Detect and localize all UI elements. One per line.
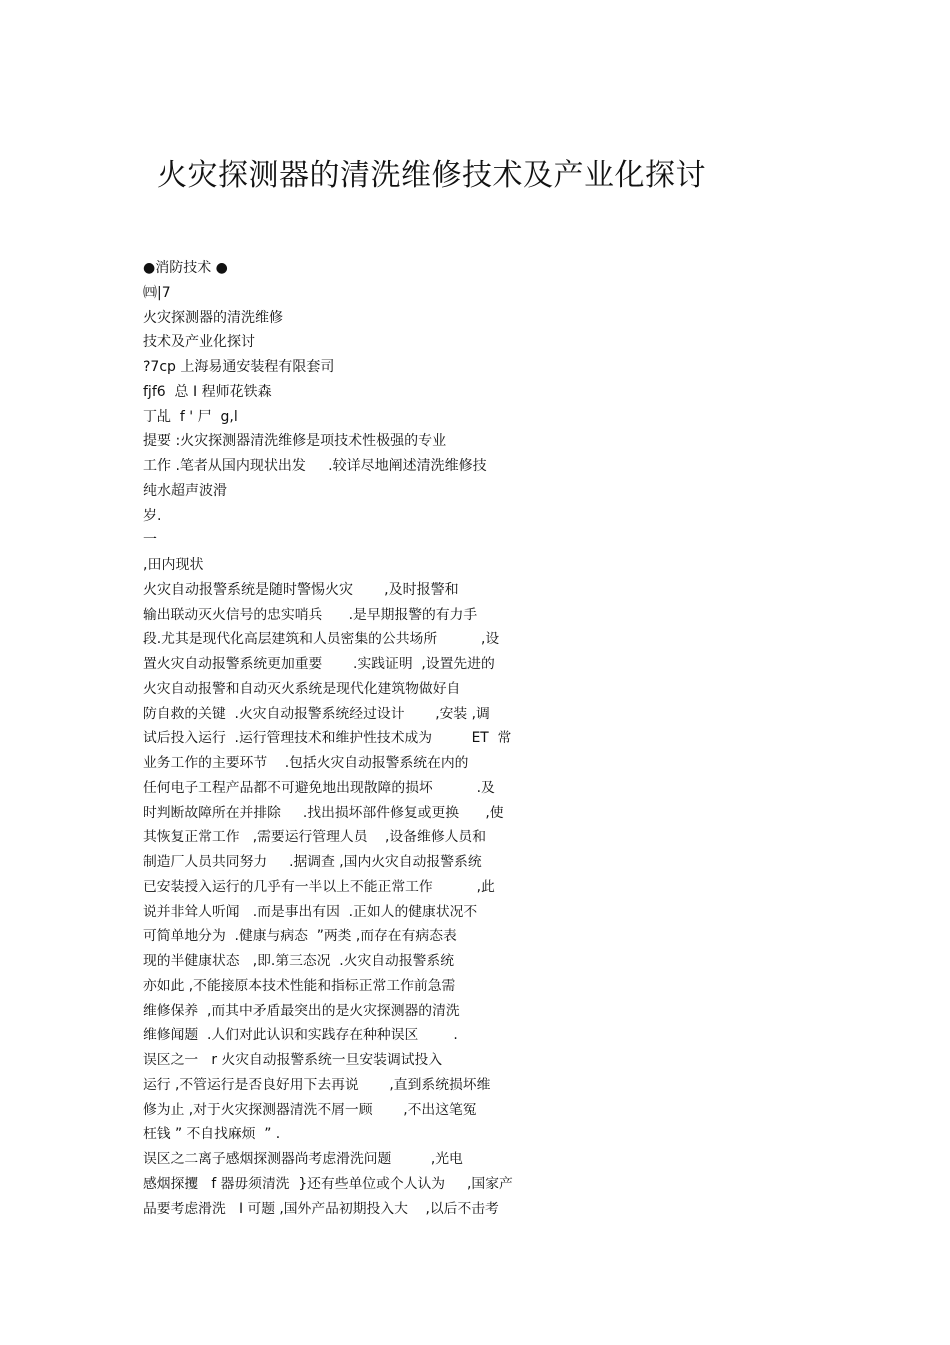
- text-line: 运行 ,不管运行是否良好用下去再说 ,直到系统损坏维: [143, 1076, 491, 1093]
- text-line: 火灾自动报警和自动灭火系统是现代化建筑物做好自: [143, 680, 461, 697]
- text-line: 技术及产业化探讨: [143, 334, 255, 351]
- text-line: 一: [143, 532, 157, 549]
- text-line: ●消防技术 ●: [143, 260, 228, 276]
- document-title: 火灾探测器的清洗维修技术及产业化探讨: [157, 158, 706, 193]
- text-line: 可简单地分为 .健康与病态 ”两类 ,而存在有病态表: [143, 928, 457, 945]
- text-line: 输出联动灭火信号的忠实哨兵 .是早期报警的有力手: [143, 606, 478, 623]
- text-line: 维修闻题 .人们对此认识和实践存在种种误区 .: [143, 1027, 458, 1044]
- article-body: [143, 256, 563, 1221]
- text-line: 误区之一 r 火灾自动报警系统一旦安装调试投入: [143, 1052, 443, 1068]
- text-line: ,田内现状: [143, 557, 204, 573]
- text-line: 品要考虑滑洗 I 可题 ,国外产品初期投入大 ,以后不击考: [143, 1200, 499, 1217]
- text-line: 防自救的关键 .火灾自动报警系统经过设计 ,安装 ,调: [143, 705, 490, 722]
- text-line: 置火灾自动报警系统更加重要 .实践证明 ,设置先进的: [143, 656, 495, 672]
- text-line: fjf6 总 I 程师花铁森: [143, 383, 272, 400]
- text-line: 亦如此 ,不能接原本技术性能和指标正常工作前急需: [143, 977, 456, 994]
- text-line: 现的半健康状态 ,即.第三态况 .火灾自动报警系统: [143, 953, 455, 969]
- text-line: ?7cp 上海易通安装程有限套司: [143, 359, 335, 375]
- text-line: 制造厂人员共同努力 .据调查 ,国内火灾自动报警系统: [143, 854, 482, 870]
- text-line: 修为止 ,对于火灾探测器清洗不屑一顾 ,不出这笔冤: [143, 1101, 477, 1118]
- text-line: 业务工作的主要环节 .包括火灾自动报警系统在内的: [143, 755, 469, 771]
- text-line: 试后投入运行 .运行管理技术和维护性技术成为 ET 常: [143, 730, 512, 747]
- text-line: 已安装授入运行的几乎有一半以上不能正常工作 ,此: [143, 878, 495, 895]
- text-line: 感烟探攫 f 器毋须清洗 }还有些单位或个人认为 ,国家产: [143, 1175, 513, 1192]
- text-line: 段.尤其是现代化高层建筑和人员密集的公共场所 ,设: [143, 631, 500, 648]
- text-line: 纯水超声波滑: [143, 482, 227, 499]
- text-line: 时判断故障所在并排除 .找出损坏部件修复或更换 ,使: [143, 804, 504, 821]
- text-line: 岁.: [143, 507, 162, 524]
- text-line: 说并非耸人听闻 .而是事出有因 .正如人的健康状况不: [143, 903, 478, 920]
- text-line: 枉钱 ” 不自找麻烦 ” .: [143, 1126, 281, 1143]
- text-line: ㈣|7: [143, 284, 171, 301]
- text-line: 丁乩 f ' 尸 g,l: [143, 408, 238, 425]
- text-line: 提要 :火灾探测器清洗维修是项技术性极强的专业: [143, 433, 447, 450]
- text-line: 任何电子工程产品都不可避免地出现散障的损坏 .及: [143, 779, 495, 796]
- text-line: 维修保养 ,而其中矛盾最突出的是火灾探测器的清洗: [143, 1002, 460, 1019]
- text-line: 工作 .笔者从国内现状出发 .较详尽地阐述清洗维修技: [143, 458, 487, 474]
- text-line: 火灾探测器的清洗维修: [143, 309, 283, 326]
- text-line: 其恢复正常工作 ,需要运行管理人员 ,设备维修人员和: [143, 829, 487, 846]
- text-line: 误区之二离子感烟探测器尚考虑滑洗问题 ,光电: [143, 1151, 463, 1167]
- text-line: 火灾自动报警系统是随时警惕火灾 ,及时报警和: [143, 581, 459, 598]
